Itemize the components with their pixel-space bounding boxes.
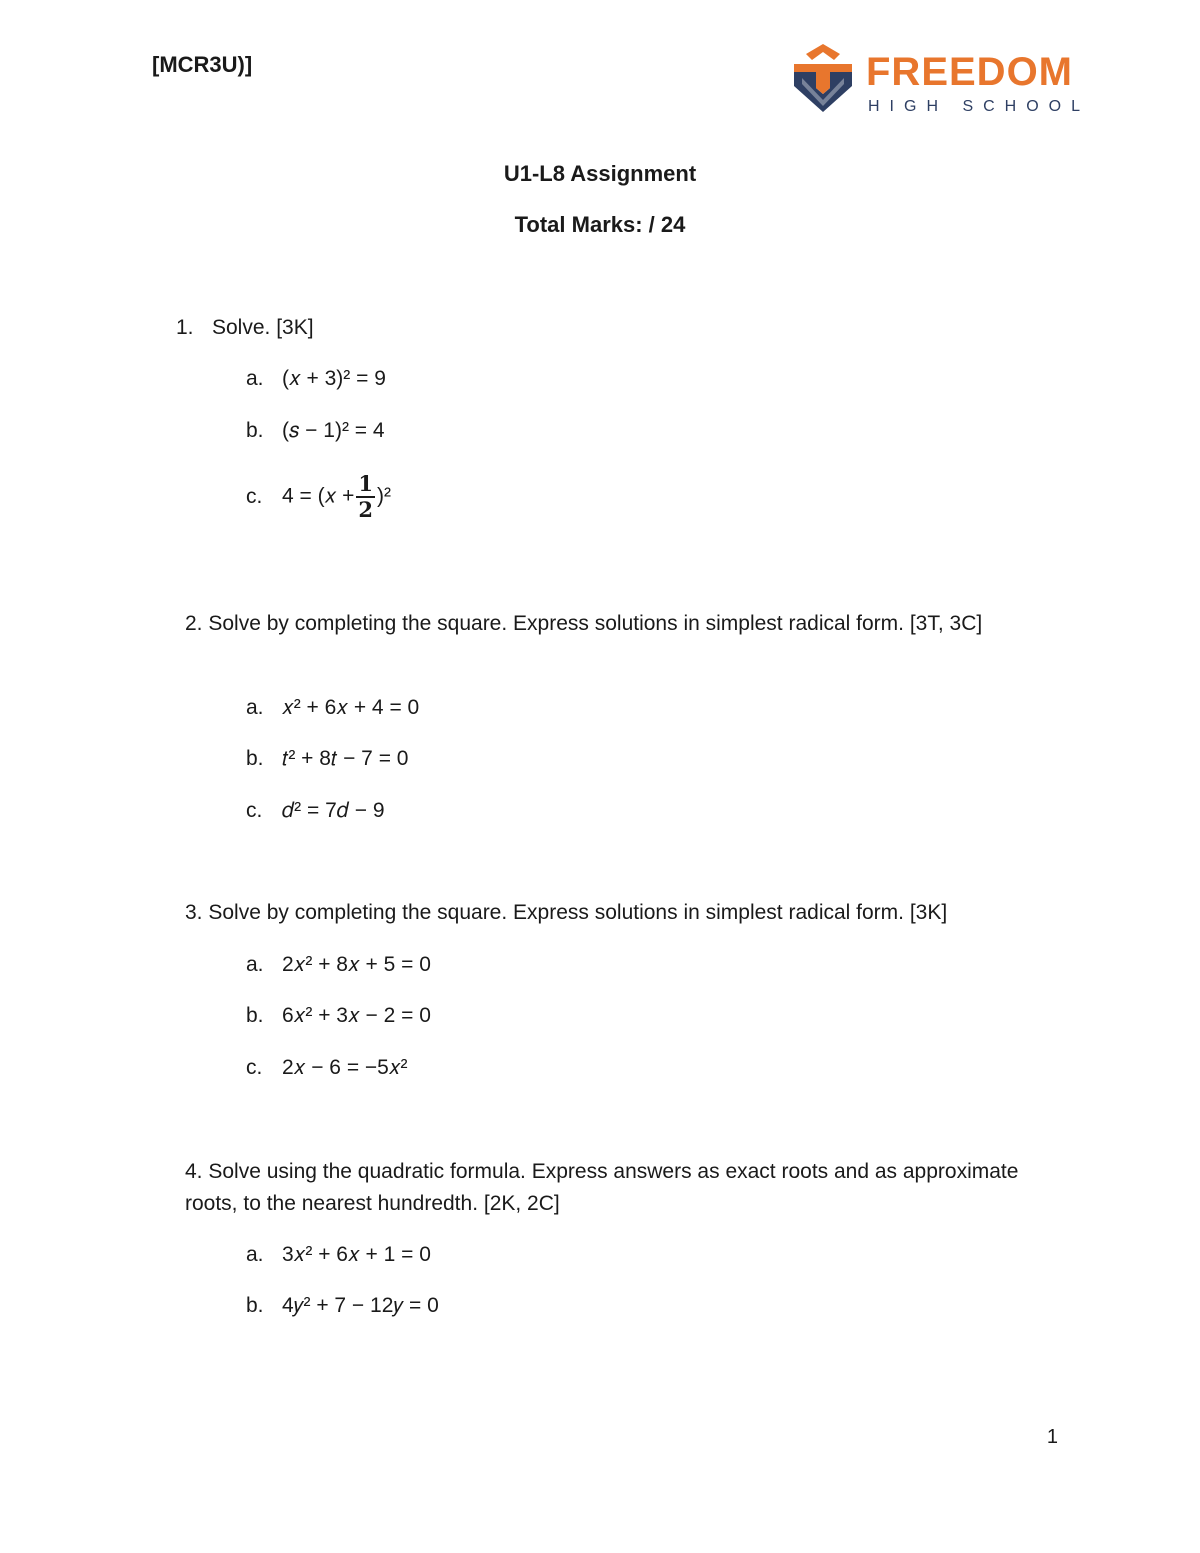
school-logo [790, 42, 1091, 118]
question-3-part-b [246, 1001, 431, 1031]
equation-start: 4 = (𝑥 + [282, 484, 355, 508]
fraction [356, 472, 375, 522]
fraction-denominator: 2 [358, 497, 374, 522]
equation: 3𝑥² + 6𝑥 + 1 = 0 [282, 1243, 431, 1266]
question-3-part-c [246, 1053, 408, 1083]
part-label: b. [246, 1004, 264, 1027]
logo-subtitle: HIGH SCHOOL [868, 98, 1091, 115]
equation: 4𝑦² + 7 − 12𝑦 = 0 [282, 1294, 439, 1317]
question-number: 4. [185, 1160, 203, 1183]
question-1-part-b [246, 416, 385, 446]
question-4-part-b [246, 1291, 439, 1321]
part-label: a. [246, 953, 264, 976]
question-number: 1. [176, 316, 194, 339]
question-prompt: Solve by completing the square. Express solutions in simplest radical form. [3K] [208, 901, 948, 924]
equation: 2𝑥² + 8𝑥 + 5 = 0 [282, 953, 431, 976]
question-2-part-c [246, 796, 385, 826]
question-4 [185, 1156, 1065, 1220]
equation: 2𝑥 − 6 = −5𝑥² [282, 1056, 408, 1079]
page-number: 1 [1046, 1426, 1058, 1448]
part-label: a. [246, 1243, 264, 1266]
fraction-numerator: 1 [358, 471, 374, 496]
question-4-part-a [246, 1240, 431, 1270]
question-prompt: Solve. [3K] [212, 316, 314, 339]
equation-end: )² [377, 484, 392, 508]
part-label: b. [246, 747, 264, 770]
equation: (𝑥 + 3)² = 9 [282, 367, 386, 390]
equation: 𝑑² = 7𝑑 − 9 [282, 799, 385, 822]
question-2 [185, 608, 1065, 640]
question-number: 2. [185, 612, 203, 635]
part-label: c. [246, 799, 263, 822]
course-code: [MCR3U)] [152, 52, 253, 77]
part-label: a. [246, 367, 264, 390]
equation: 𝑡² + 8𝑡 − 7 = 0 [282, 747, 409, 770]
part-label: c. [246, 1056, 263, 1079]
logo-name: FREEDOM [866, 50, 1073, 94]
question-1-part-a [246, 364, 386, 394]
total-marks: Total Marks: / 24 [514, 212, 686, 237]
question-2-part-b [246, 744, 408, 774]
question-3 [185, 897, 1065, 929]
part-label: b. [246, 1294, 264, 1317]
part-label: b. [246, 419, 264, 442]
question-prompt: Solve by completing the square. Express solutions in simplest radical form. [3T, 3C] [208, 612, 983, 635]
question-2-part-a [246, 693, 419, 723]
question-number: 3. [185, 901, 203, 924]
page-title: U1-L8 Assignment [503, 161, 697, 186]
question-3-part-a [246, 950, 431, 980]
shield-logo-icon [790, 42, 856, 118]
question-1 [176, 312, 1056, 344]
part-label: c. [246, 484, 263, 508]
question-1-part-c [246, 472, 391, 522]
equation: 6𝑥² + 3𝑥 − 2 = 0 [282, 1004, 431, 1027]
equation: (𝑠 − 1)² = 4 [282, 419, 385, 442]
equation: 𝑥² + 6𝑥 + 4 = 0 [282, 696, 420, 719]
part-label: a. [246, 696, 264, 719]
question-prompt: Solve using the quadratic formula. Express answers as exact roots and as approximate roots, to the nearest hundredth. [2K, 2C] [185, 1160, 1019, 1215]
